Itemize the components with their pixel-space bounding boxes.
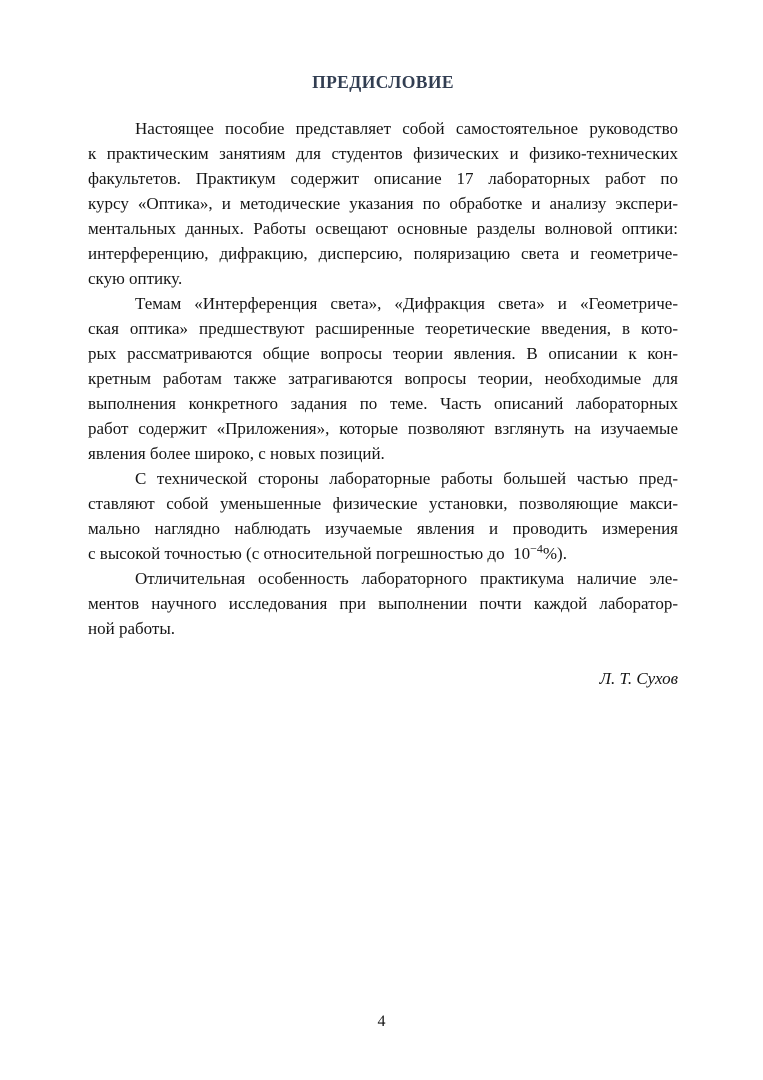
text-line: курсу «Оптика», и методические указания по обработке и анализу экспери- [88, 194, 678, 213]
paragraph [88, 116, 678, 291]
text-line: Темам «Интерференция света», «Дифракция света» и «Геометриче- [135, 294, 678, 313]
preface-body [88, 116, 678, 641]
text-line: интерференцию, дифракцию, дисперсию, поляризацию света и геометриче- [88, 244, 678, 263]
text-line: к практическим занятиям для студентов физических и физико-технических [88, 144, 678, 163]
text-line: мально наглядно наблюдать изучаемые явления и проводить измерения [88, 519, 678, 538]
text-line: явления более широко, с новых позиций. [88, 444, 385, 463]
text-line: работ содержит «Приложения», которые позволяют взглянуть на изучаемые [88, 419, 678, 438]
paragraph [88, 291, 678, 466]
text-line: с высокой точностью (с относительной погрешностью до $10^{-4}\%$). [88, 541, 567, 563]
paragraph [88, 466, 678, 566]
page-title: ПРЕДИСЛОВИЕ [312, 72, 454, 92]
text-line: ментов научного исследования при выполнении почти каждой лаборатор- [88, 594, 678, 613]
text-line: С технической стороны лабораторные работы большей частью пред- [135, 469, 678, 488]
text-line: Настоящее пособие представляет собой самостоятельное руководство [135, 119, 678, 138]
text-line: факультетов. Практикум содержит описание 17 лабораторных работ по [88, 169, 678, 188]
text-line: ментальных данных. Работы освещают основные разделы волновой оптики: [88, 219, 678, 238]
text-line: ставляют собой уменьшенные физические установки, позволяющие макси- [88, 494, 678, 513]
text-line: ская оптика» предшествуют расширенные теоретические введения, в кото- [88, 319, 678, 338]
text-line: выполнения конкретного задания по теме. Часть описаний лабораторных [88, 394, 678, 413]
text-line: кретным работам также затрагиваются вопросы теории, необходимые для [88, 369, 678, 388]
author-signature: Л. Т. Сухов [599, 669, 678, 688]
text-line: Отличительная особенность лабораторного практикума наличие эле- [135, 569, 678, 588]
text-line: ной работы. [88, 619, 176, 638]
text-line: скую оптику. [88, 269, 183, 288]
text-line: рых рассматриваются общие вопросы теории явления. В описании к кон- [88, 344, 678, 363]
text-block [88, 71, 678, 691]
paragraph [88, 566, 678, 641]
page-number: 4 [377, 1013, 386, 1030]
